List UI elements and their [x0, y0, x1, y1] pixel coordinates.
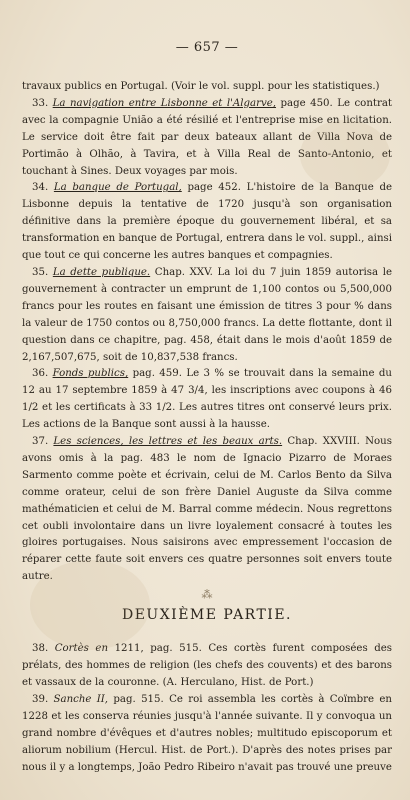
section-heading: DEUXIÈME PARTIE.: [121, 607, 293, 624]
note-number: 39.: [32, 693, 49, 705]
note-text: Chap. XXV. La loi du 7 juin 1859 autorisa le gouvernement à contracter un emprunt de 1,100 contos ou 5,500,000 francs pour les routes en faisant une émission de titres 3 pour % dans la valeur de 1750 contos ou 8,750,000 francs. La dette flottante, dont il question dans ce chapitre, pag. 458, était dans le mois d'août 1859 de 2,167,507,675, soit de 10,837,538 francs.: [22, 266, 392, 363]
note-number: 35.: [32, 266, 49, 278]
note-paragraph: [22, 180, 392, 265]
page-number: — 657 —: [175, 40, 239, 55]
note-title: Sanche II,: [53, 693, 109, 705]
notes-part-one: [22, 79, 392, 586]
note-title: Fonds publics,: [52, 368, 129, 380]
note-number: 36.: [32, 368, 49, 380]
note-title: La navigation entre Lisbonne et l'Algarve,: [52, 97, 277, 109]
note-number: 34.: [32, 182, 49, 194]
note-paragraph: [22, 434, 392, 586]
note-paragraph: [22, 96, 392, 181]
note-title: La banque de Portugal,: [53, 182, 182, 194]
section-ornament: ⁂: [201, 588, 213, 602]
note-text: page 450. Le contrat avec la compagnie União a été résilié et l'entreprise mise en licitation. Le service doit être fait par deux bateaux allant de Villa Nova de Portimão à Olhão, à Tavira, et à Villa Real de Santo-Antonio, et touchant à Sines. Deux voyages par mois.: [22, 97, 393, 177]
note-number: 38.: [32, 643, 49, 655]
note-paragraph: [22, 641, 392, 692]
note-number: 37.: [32, 436, 49, 448]
note-paragraph: [22, 366, 392, 434]
note-text: 1211, pag. 515. Ces cortès furent composées des prélats, des hommes de religion (les chefs des couvents) et des barons et vassaux de la couronne. (A. Herculano, Hist. de Port.): [22, 643, 392, 688]
note-continuation: travaux publics en Portugal. (Voir le vol. suppl. pour les statistiques.): [22, 81, 380, 92]
note-text: page 452. L'histoire de la Banque de Lisbonne depuis la tentative de 1720 jusqu'à son organisation définitive dans la première époque du gouvernement libéral, et sa transformation en banque de Portugal, entrera dans le vol. suppl., ainsi que tout ce qui concerne les autres banques et compagnies.: [22, 182, 392, 262]
notes-part-two: [22, 641, 392, 776]
note-text: pag. 459. Le 3 % se trouvait dans la semaine du 12 au 17 septembre 1859 à 47 3/4, les inscriptions avec coupons à 46 1/2 et les certificats à 33 1/2. Les autres titres ont conservé leurs prix. Les actions de la Banque sont aussi à la hausse.: [22, 368, 392, 431]
note-title: Les sciences, les lettres et les beaux arts.: [53, 436, 283, 448]
note-text: Chap. XXVIII. Nous avons omis à la pag. 483 le nom de Ignacio Pizarro de Moraes Sarmento comme poète et écrivain, celui de M. Carlos Bento da Silva comme orateur, celui de son frère Daniel Auguste da Silva comme mathématicien et celui de M. Barral comme médecin. Nous regrettons cet oubli involontaire dans un livre loyalement consacré à toutes les gloires portugaises. Nous saisirons avec empressement l'occasion de réparer cette faute soit envers ces quatre personnes soit envers toute autre.: [22, 436, 392, 583]
note-title: Cortès en: [54, 643, 109, 655]
note-paragraph: [22, 79, 392, 96]
note-text: pag. 515. Ce roi assembla les cortès à Coïmbre en 1228 et les conserva réunies jusqu'à l'année suivante. Il y convoqua un grand nombre d'évêques et d'autres nobles; multitudo episcoporum et aliorum nobilium (Hercul. Hist. de Port.). D'après des notes prises par nous il y a longtemps, João Pedro Ribeiro n'avait pas trouvé une preuve: [22, 693, 392, 773]
note-title: La dette publique.: [52, 266, 151, 278]
note-paragraph: [22, 692, 392, 777]
note-number: 33.: [32, 97, 49, 109]
note-paragraph: [22, 265, 392, 366]
